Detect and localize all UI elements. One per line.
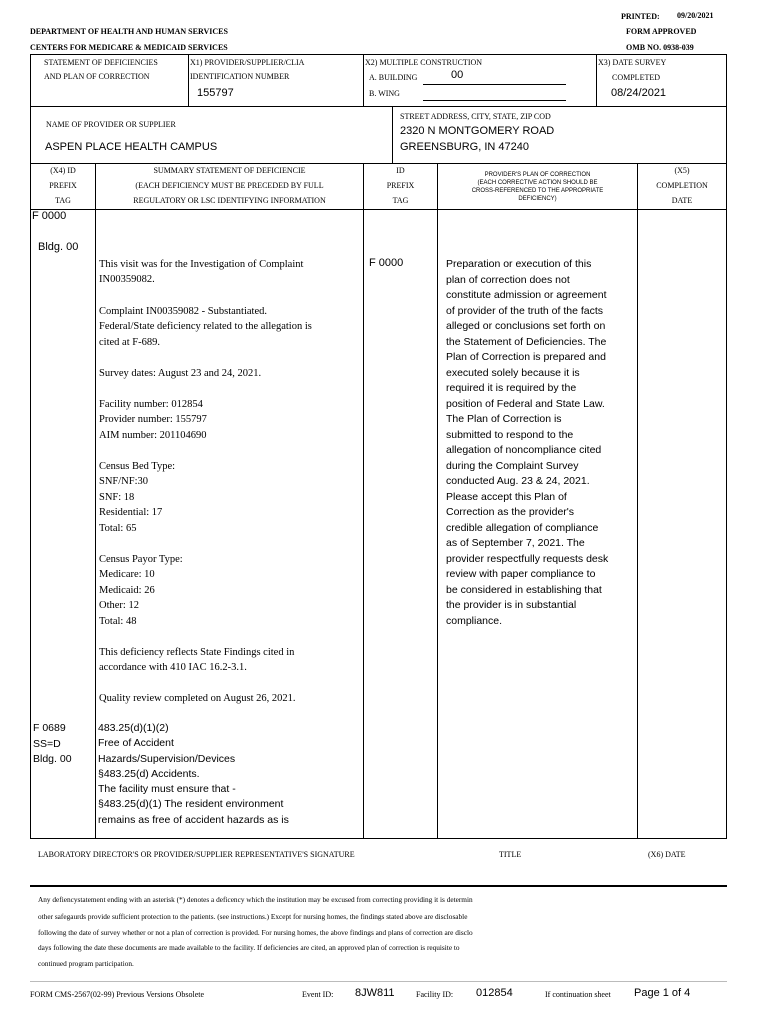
rule-body-bottom [30,838,727,839]
page-number: Page 1 of 4 [634,987,691,999]
event-id-label: Event ID: [302,990,334,999]
col-id-label-1: ID [396,166,405,175]
event-id-value: 8JW811 [355,987,395,999]
col-plan-label-1: PROVIDER'S PLAN OF CORRECTION [484,172,591,178]
provider-label-1: X1) PROVIDER/SUPPLIER/CLIA [190,58,305,67]
col-x5-label-3: DATE [671,196,693,205]
col-x4-label-2: PREFIX [49,181,77,190]
title-label: TITLE [499,850,522,859]
date-survey-label-1: X3) DATE SURVEY [598,58,667,67]
col-x4-label-1: (X4) ID [50,166,76,175]
rule-col-x4 [95,163,96,838]
prefix-tag-f0689: F 0689 SS=D Bldg. 00 [33,722,72,765]
rule-box1-div1 [188,54,189,106]
id-tag-f0000: F 0000 [369,257,404,269]
col-x4-label-3: TAG [55,196,71,205]
summary-paragraph-4: Facility number: 012854 Provider number: 155797 AIM number: 201104690 [99,399,207,441]
col-id-label-2: PREFIX [386,181,415,190]
facility-id-value: 012854 [476,987,513,999]
printed-date: 09/20/2021 [677,11,714,20]
summary-paragraph-5: Census Bed Type: SNF/NF:30 SNF: 18 Residential: 17 Total: 65 [99,461,176,534]
col-summary-label-1: SUMMARY STATEMENT OF DEFICIENCIE [153,166,306,175]
signature-date-label: (X6) DATE [648,850,686,859]
printed-label: PRINTED: [621,12,660,21]
form-approved: FORM APPROVED [626,27,697,36]
department-title: DEPARTMENT OF HEALTH AND HUMAN SERVICES [30,27,228,36]
wing-label: B. WING [369,89,400,98]
rule-top [30,54,727,55]
building-value: 00 [451,69,464,81]
footnote-line-3: following the date of survey whether or not a plan of correction is provided. For nursing homes, the above findings and plans of correction are disclo [38,928,473,937]
summary-paragraph-3: Survey dates: August 23 and 24, 2021. [99,368,262,379]
rule-col-id [437,163,438,838]
footnote-line-2: other safegaurds provide sufficient protection to the patients. (see instructions.) Except for nursing homes, the findings stated above are disclosable [38,912,468,921]
col-plan-label-2: (EACH CORRECTIVE ACTION SHOULD BE [477,180,598,186]
building-label: A. BUILDING [369,73,418,82]
wing-underline [423,100,566,101]
rule-column-header-bottom [30,209,727,210]
address-line-2: GREENSBURG, IN 47240 [400,141,529,153]
summary-paragraph-8: Quality review completed on August 26, 2021. [99,693,296,704]
provider-number: 155797 [197,87,234,99]
col-x5-label-2: COMPLETION [656,181,708,190]
footnote-line-4: days following the date these documents are made available to the facility. If deficiencies are cited, an approved plan of correction is requisite to [38,943,460,952]
building-underline [423,84,566,85]
rule-box2-bottom [30,163,727,164]
regulation-text: 483.25(d)(1)(2) Free of Accident Hazards/Supervision/Devices §483.25(d) Accidents. The facility must ensure that - §483.25(d)(1) The resident environment remains as free of accident hazards as is [98,722,289,826]
col-summary-label-2: (EACH DEFICIENCY MUST BE PRECEDED BY FULL [135,181,324,190]
rule-footer-top [30,981,727,982]
summary-paragraph-2: Complaint IN00359082 - Substantiated. Federal/State deficiency related to the allegation is cited at F-689. [99,306,312,348]
date-survey-label-2: COMPLETED [612,73,660,82]
rule-col-plan [637,163,638,838]
rule-signature-bottom [30,885,727,887]
continuation-label: If continuation sheet [545,990,611,999]
omb-number: OMB NO. 0938-039 [626,43,694,52]
provider-label-2: IDENTIFICATION NUMBER [190,72,290,81]
form-number: FORM CMS-2567(02-99) Previous Versions Obsolete [30,990,205,999]
prefix-bldg-00: Bldg. 00 [38,241,79,253]
rule-right [726,54,727,838]
provider-name-label: NAME OF PROVIDER OR SUPPLIER [46,120,176,129]
date-survey-value: 08/24/2021 [611,87,667,99]
rule-box1-bottom [30,106,727,107]
col-plan-label-3: CROSS-REFERENCED TO THE APPROPRIATE [471,188,604,194]
prefix-tag-f0000: F 0000 [32,210,67,222]
construction-label: X2) MULTIPLE CONSTRUCTION [365,58,483,67]
statement-label-2: AND PLAN OF CORRECTION [44,72,150,81]
summary-paragraph-6: Census Payor Type: Medicare: 10 Medicaid: 26 Other: 12 Total: 48 [99,554,183,627]
statement-label-1: STATEMENT OF DEFICIENCIES [44,58,158,67]
facility-id-label: Facility ID: [416,990,454,999]
footnote-line-1: Any defiencystatement ending with an asterisk (*) denotes a deficency which the institution may be excused from correcting providing it is determin [38,895,473,904]
centers-title: CENTERS FOR MEDICARE & MEDICAID SERVICES [30,43,228,52]
signature-label: LABORATORY DIRECTOR'S OR PROVIDER/SUPPLIER REPRESENTATIVE'S SIGNATURE [38,850,355,859]
rule-box1-div3 [596,54,597,106]
rule-box1-div2 [363,54,364,106]
col-id-label-3: TAG [392,196,409,205]
rule-col-summary [363,163,364,838]
rule-box2-div [392,106,393,163]
footnote-line-5: continued program participation. [38,959,134,968]
provider-name-value: ASPEN PLACE HEALTH CAMPUS [45,141,218,153]
summary-paragraph-1: This visit was for the Investigation of Complaint IN00359082. [99,259,304,286]
col-summary-label-3: REGULATORY OR LSC IDENTIFYING INFORMATION [133,196,326,205]
col-x5-label-1: (X5) [674,166,690,175]
address-label: STREET ADDRESS, CITY, STATE, ZIP COD [400,112,551,121]
summary-paragraph-7: This deficiency reflects State Findings cited in accordance with 410 IAC 16.2-3.1. [99,647,295,674]
address-line-1: 2320 N MONTGOMERY ROAD [400,125,555,137]
plan-of-correction-text: Preparation or execution of this plan of correction does not constitute admission or agreement of provider of the truth of the facts alleged or conclusions set forth on the Statement of Deficiencies. The Plan of Correction is prepared and executed solely because it is required it is required by the position of Federal and State Law. The Plan of Correction is submitted to respond to the allegation of noncompliance cited during the Complaint Survey conducted Aug. 23 & 24, 2021. Please accept this Plan of Correction as the provider's credible allegation of compliance as of September 7, 2021. The provider respectfully requests desk review with paper compliance to be considered in establishing that the provider is in substantial compliance. [446,258,609,627]
col-plan-label-4: DEFICIENCY) [518,196,557,202]
